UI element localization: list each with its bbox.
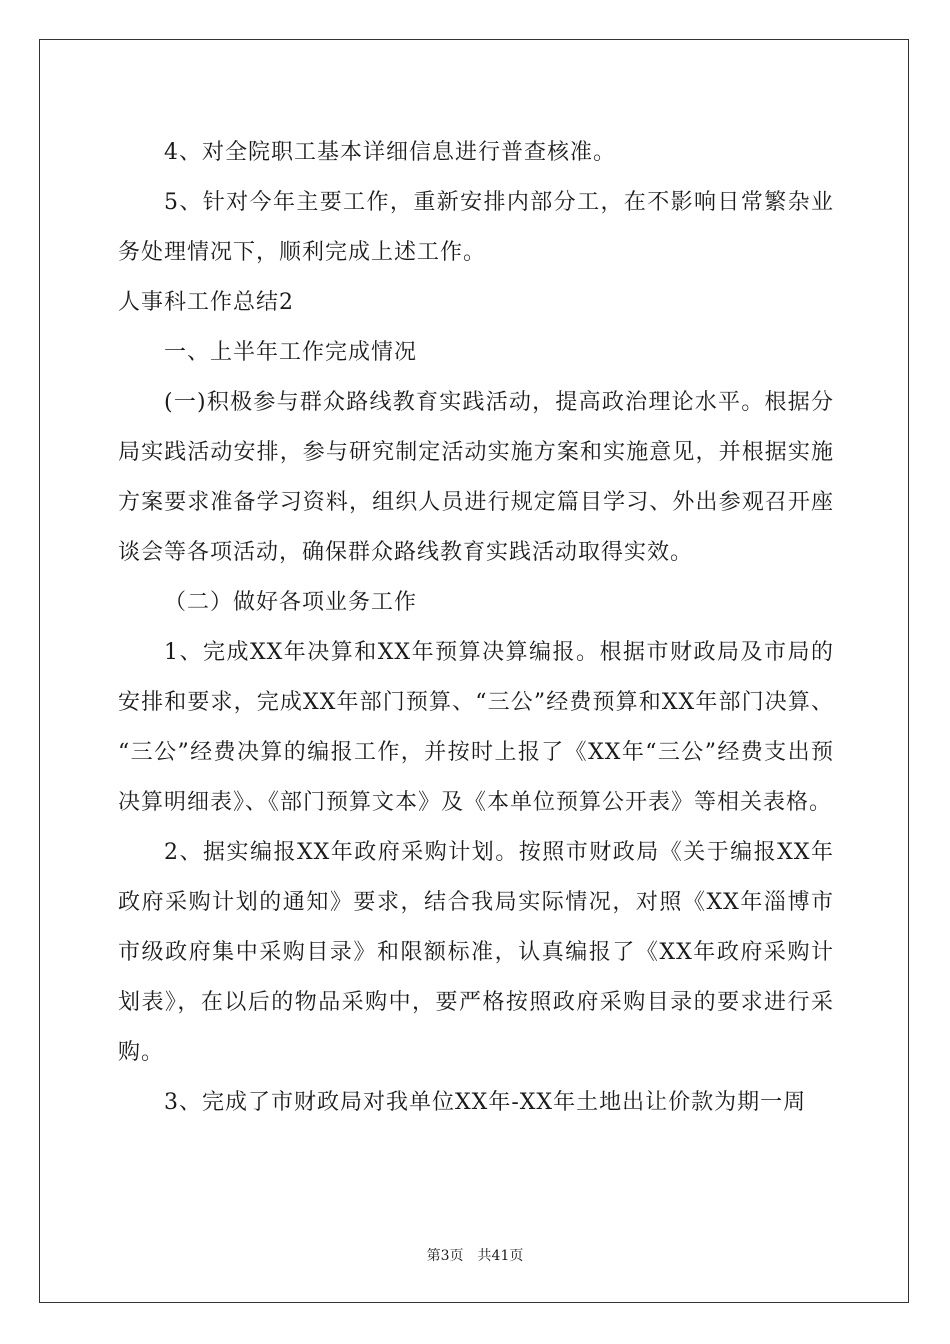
section-title: 人事科工作总结2 <box>118 290 294 315</box>
paragraph-land-audit: 3、完成了市财政局对我单位XX年-XX年土地出让价款为期一周 <box>164 1090 807 1115</box>
subsection-heading-2: （二）做好各项业务工作 <box>164 590 418 615</box>
paragraph-budget: 1、完成XX年决算和XX年预算决算编报。根据市财政局及市局的安排和要求，完成XX年部门预算、“三公”经费预算和XX年部门决算、 “三公”经费决算的编报工作，并按时上报了《XX年“三公”经费支出预决算明细表》、《部门预算文本》及《本单位预算公开表》等相关表格。 <box>118 640 834 815</box>
paragraph-procurement: 2、据实编报XX年政府采购计划。按照市财政局《关于编报XX年政府采购计划的通知》要求，结合我局实际情况，对照《XX年淄博市市级政府集中采购目录》和限额标准，认真编报了《XX年政府采购计划表》，在以后的物品采购中，要严格按照政府采购目录的要求进行采购。 <box>118 840 834 1065</box>
paragraph-subsection-1: (一)积极参与群众路线教育实践活动，提高政治理论水平。根据分局实践活动安排，参与研究制定活动实施方案和实施意见，并根据实施方案要求准备学习资料，组织人员进行规定篇目学习、外出参观召开座谈会等各项活动，确保群众路线教育实践活动取得实效。 <box>118 390 834 565</box>
paragraph-item-4: 4、对全院职工基本详细信息进行普查核准。 <box>164 140 616 165</box>
paragraph-item-5: 5、针对今年主要工作，重新安排内部分工，在不影响日常繁杂业务处理情况下，顺利完成上述工作。 <box>118 190 834 265</box>
document-body <box>118 128 834 1128</box>
page-footer: 第3页 共41页 <box>426 1248 524 1264</box>
section-heading-first-half: 一、上半年工作完成情况 <box>164 340 418 365</box>
